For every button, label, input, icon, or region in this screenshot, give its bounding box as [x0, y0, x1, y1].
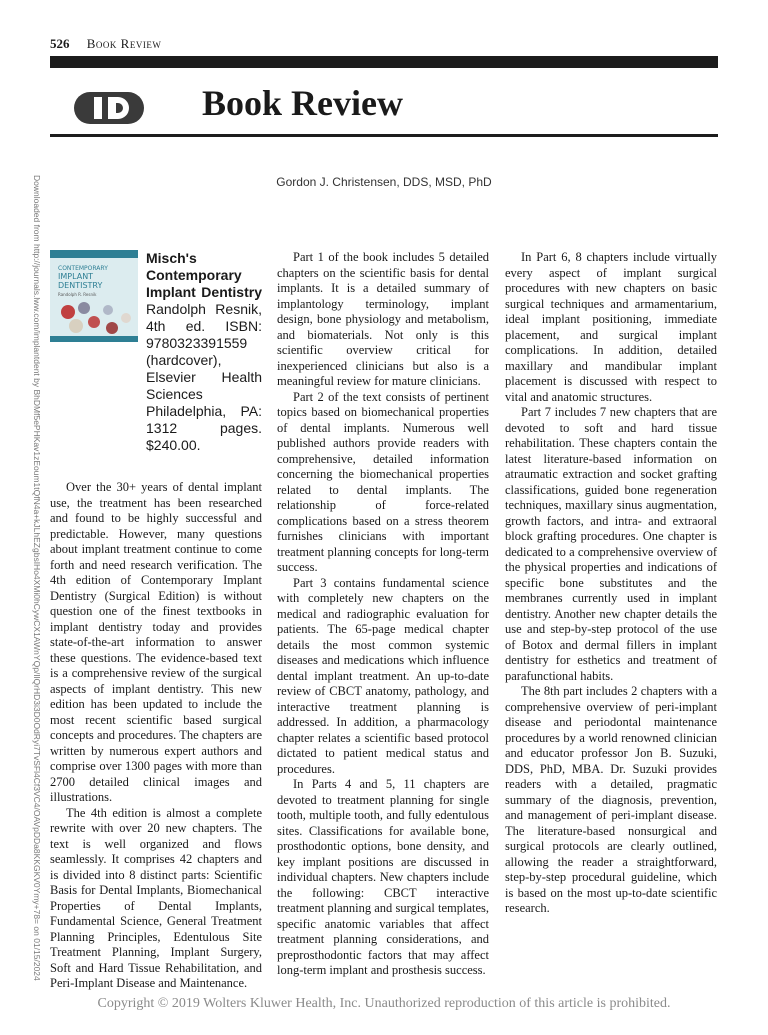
paragraph: Part 3 contains fundamental science with completely new chapters on the medical and radiographic evaluation for patients. The 65-page medical chapter details the most common systemic diseases and medications which influence dental implant treatment. An up-to-date review of CBCT anatomy, pathology, and interactive treatment planning is addressed. In addition, a pharmacology chapter relates a scientific based protocol dictated to patient medical status and procedures. — [277, 575, 489, 776]
book-title: Misch's Contemporary Implant Dentistry — [146, 250, 262, 300]
paragraph: The 8th part includes 2 chapters with a comprehensive overview of peri-implant disease and periodontal maintenance procedures by a world renowned clinician and educator professor Jon B. Suzuki, DDS, PhD, MBA. Dr. Suzuki provides readers with a detailed, pragmatic summary of the diagnosis, prevention, and management of peri-implant disease. The literature-based nonsurgical and surgical protocols are clearly outlined, allowing the reader a straightforward, step-by-step procedural guideline, which is based on the most up-to-date scientific research. — [505, 684, 717, 915]
journal-logo — [74, 92, 144, 124]
paragraph: In Part 6, 8 chapters include virtually every aspect of implant surgical procedures with new chapters on basic surgical techniques and armamentarium, ideal implant positioning, immediate placement, and surgical implant complications. In addition, detailed maxillary and mandibular implant placement is discussed with respect to vital and anatomic structures. — [505, 250, 717, 404]
column-3 — [505, 250, 717, 917]
paragraph: In Parts 4 and 5, 11 chapters are devoted to treatment planning for single tooth, multiple tooth, and fully edentulous sites. Classifications for available bone, prosthodontic options, bone density, and key implant positions are discussed in individual chapters. New chapters include the following: CBCT interactive treatment planning and surgical templates, specific anatomic variables that affect treatment planning considerations, and preprosthodontic factors that may affect long-term implant and prosthesis success. — [277, 777, 489, 977]
paragraph: Part 7 includes 7 new chapters that are devoted to soft and hard tissue rehabilitation. These chapters contain the latest literature-based information on atraumatic extraction and socket grafting classifications, guided bone regeneration techniques, maxillary sinus augmentation, growth factors, and intra- and extraoral block grafting procedures. One chapter is dedicated to a comprehensive overview of the physical properties and indications of specific bone substitutes and the membranes currently used in implant dentistry. Another new chapter details the use and step-by-step protocol of the use of Botox and dermal fillers in implant dentistry for esthetics and treatment of parafunctional habits. — [505, 405, 717, 683]
svg-text:DENTISTRY: DENTISTRY — [58, 281, 103, 290]
book-info — [50, 250, 262, 454]
book-cover-image — [50, 250, 138, 342]
book-meta — [146, 250, 262, 454]
svg-text:Randolph R. Resnik: Randolph R. Resnik — [58, 292, 97, 297]
paragraph: Over the 30+ years of dental implant use, the treatment has been researched and found to be highly successful and predictable. However, many questions about implant treatment continue to come forth and need research verification. The 4th edition of Contemporary Implant Dentistry (Surgical Edition) is without question one of the finest textbooks in implant dentistry today and provides state-of-the-art information to answer these questions. The evidence-based text is a comprehensive review of the surgical aspects of implant dentistry. This new edition has been updated to include the most recent scientific based surgical concepts and procedures. The chapters are written by numerous expert authors and comprise over 1300 pages with more than 2700 detailed clinical images and illustrations. — [50, 480, 262, 804]
copyright-footer: Copyright © 2019 Wolters Kluwer Health, Inc. Unauthorized reproduction of this article is prohibited. — [97, 996, 671, 1011]
section-title: Book Review — [202, 83, 403, 123]
running-head — [50, 36, 161, 52]
top-rule — [50, 56, 718, 68]
svg-text:IMPLANT: IMPLANT — [58, 272, 94, 281]
book-details: Randolph Resnik, 4th ed. ISBN: 9780323391559 (hardcover), Elsevier Health Sciences Philadelphia, PA: 1312 pages. $240.00. — [146, 301, 262, 453]
paragraph: The 4th edition is almost a complete rewrite with over 20 new chapters. The text is well organized and flows seamlessly. It comprises 42 chapters and is divided into 8 distinct parts: Scientific Basis for Dental Implants, Biomechanical Properties of Dental Implants, Fundamental Science, General Treatment Planning Principles, Edentulous Site Treatment Planning, Implant Surgery, Soft and Hard Tissue Rehabilitation, and Peri-Implant Disease and Maintenance. — [50, 805, 262, 990]
paragraph: Part 2 of the text consists of pertinent topics based on biomechanical properties of dental implants. Numerous well published authors provide readers with comprehensive, detailed information concerning the biomechanical properties related to dental implants. The relationship of force-related complications based on a stress theorem furnishes clinicians with important treatment planning concepts for long-term success. — [277, 389, 489, 574]
title-rule — [50, 134, 718, 137]
column-1 — [50, 250, 262, 992]
paragraph: Part 1 of the book includes 5 detailed chapters on the scientific basis for dental implants. It is a detailed summary of implantology terminology, implant design, bone physiology and metabolism, and biomaterials. Not only is this scientific overview critical for inexperienced clinicians but also is a meaningful review for mature clinicians. — [277, 250, 489, 388]
page-number: 526 — [50, 36, 70, 51]
svg-text:CONTEMPORARY: CONTEMPORARY — [58, 265, 108, 272]
section-name: Book Review — [86, 36, 162, 51]
reviewer-name: Gordon J. Christensen, DDS, MSD, PhD — [276, 175, 492, 189]
column-2 — [277, 250, 489, 979]
download-note: Downloaded from http://journals.lww.com/implantdent by BhDMf5ePHKav1zEoum1tQfN4a+kJLhEZgbsIHo4XMi0hCywCX1AWnYQp/IlQrHD3i3D0OdRyi7TvSFl4Cf3VC4/OAVpDDa8KKGKV0Ymy+78= on 01/15/2024 — [32, 175, 42, 981]
